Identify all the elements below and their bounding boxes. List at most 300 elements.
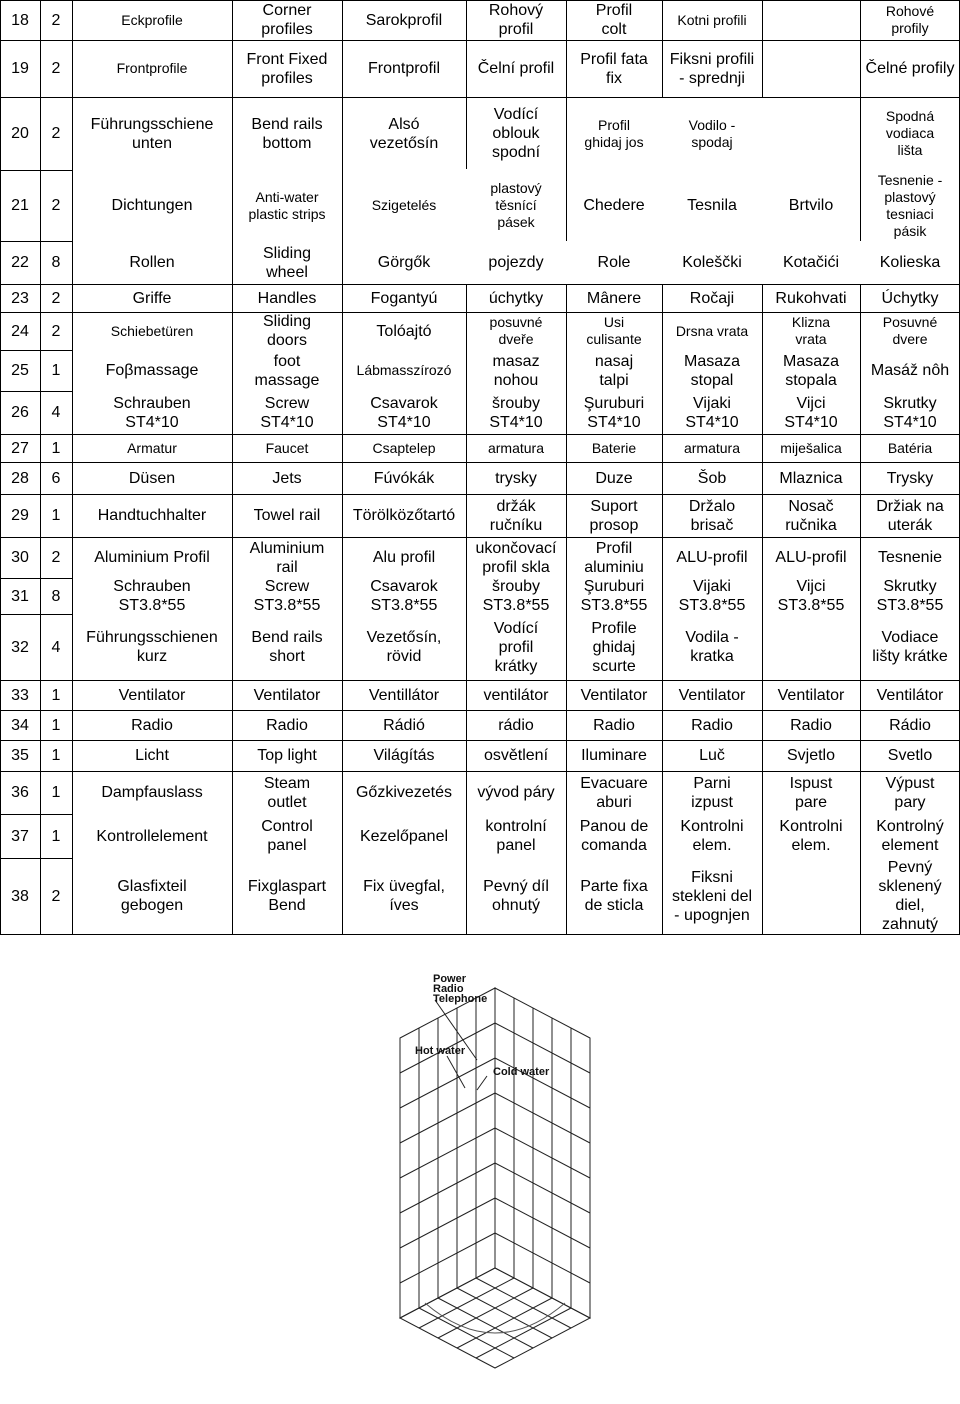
cell-row-no	[0, 710, 40, 740]
grid-line	[0, 391, 72, 392]
cell-german	[72, 771, 232, 814]
cell-text: Vijci ST3.8*55	[777, 578, 845, 614]
cell-text: Führungsschiene unten	[90, 115, 214, 152]
cell-german	[72, 814, 232, 858]
grid-line	[342, 0, 343, 97]
grid-line	[762, 0, 763, 97]
cell-slovak	[860, 391, 960, 434]
cell-hungarian	[342, 40, 466, 97]
cell-row-no	[0, 434, 40, 462]
cell-qty	[40, 680, 72, 710]
cell-text: Držalo brisač	[688, 497, 736, 534]
cell-slovak	[860, 614, 960, 680]
grid-line	[0, 614, 72, 615]
cell-text: Foβmassage	[105, 362, 199, 379]
cell-row-no	[0, 740, 40, 771]
grid-line	[342, 97, 343, 284]
cell-croatian	[762, 241, 860, 284]
cell-czech	[466, 578, 566, 614]
cell-row-no	[0, 40, 40, 97]
cell-text: Radio	[593, 716, 635, 734]
cell-text: 1	[51, 747, 61, 764]
cell-romanian	[566, 578, 662, 614]
cell-text: 1	[51, 362, 61, 379]
cell-qty	[40, 771, 72, 814]
cell-text: Duze	[595, 469, 633, 487]
cell-text: 38	[11, 887, 29, 905]
cell-text: Parni izpust	[691, 774, 733, 811]
cell-text: Görgők	[377, 254, 431, 271]
cell-hungarian	[342, 858, 466, 934]
cell-qty	[40, 858, 72, 934]
cell-croatian	[762, 284, 860, 312]
cell-english	[232, 0, 342, 40]
cell-text: ukončovací profil skla	[475, 539, 557, 576]
cell-german	[72, 858, 232, 934]
cell-text: Licht	[135, 747, 169, 764]
cell-hungarian	[342, 350, 466, 391]
grid-line	[762, 284, 763, 934]
cell-qty	[40, 710, 72, 740]
cell-croatian	[762, 462, 860, 494]
cell-text: 20	[11, 125, 29, 142]
cell-text: Ventilator	[253, 686, 321, 704]
cell-text: Alu profil	[372, 549, 436, 566]
cell-text: 23	[11, 289, 29, 307]
cell-text: Screw ST4*10	[260, 394, 314, 431]
cell-croatian	[762, 434, 860, 462]
cell-romanian	[566, 680, 662, 710]
cell-slovenian	[662, 391, 762, 434]
cell-text: Skrutky ST4*10	[883, 394, 937, 431]
cell-german	[72, 312, 232, 350]
cell-hungarian	[342, 97, 466, 170]
cell-text: Szigetelés	[371, 197, 437, 213]
cell-text: Ventilator	[777, 686, 845, 704]
grid-line	[0, 462, 960, 463]
cell-text: Armatur	[127, 439, 177, 456]
cell-hungarian	[342, 241, 466, 284]
grid-line	[566, 97, 567, 241]
cell-text: pojezdy	[488, 254, 544, 271]
cell-text: armatura	[683, 439, 741, 456]
cell-text: Schrauben ST3.8*55	[113, 578, 191, 614]
cell-text: Sliding doors	[262, 313, 312, 349]
cell-text: Vodila - kratka	[685, 629, 739, 665]
cell-slovak	[860, 740, 960, 771]
cell-text: 8	[51, 587, 61, 605]
grid-line	[0, 312, 960, 313]
cell-text: 1	[51, 784, 61, 801]
cell-text: Világítás	[373, 747, 435, 764]
cell-text: Handtuchhalter	[97, 507, 207, 524]
cell-qty	[40, 0, 72, 40]
grid-line	[0, 934, 960, 935]
cell-text: miješalica	[780, 439, 842, 456]
cell-text: Lábmasszírozó	[356, 362, 452, 378]
cell-text: vývod páry	[477, 784, 555, 801]
cell-text: 6	[51, 469, 61, 487]
cell-english	[232, 710, 342, 740]
cell-romanian	[566, 710, 662, 740]
grid-line	[72, 0, 73, 934]
cell-english	[232, 614, 342, 680]
cell-text: Chedere	[583, 197, 645, 214]
cell-english	[232, 771, 342, 814]
cell-text: 27	[11, 439, 29, 457]
cell-slovak	[860, 537, 960, 578]
cell-text: Ventillátor	[368, 686, 440, 704]
cell-slovak	[860, 97, 960, 170]
cell-english	[232, 858, 342, 934]
cell-text: Batéria	[887, 439, 933, 456]
cell-hungarian	[342, 614, 466, 680]
cell-slovak	[860, 40, 960, 97]
cell-text: Ventilator	[580, 686, 648, 704]
grid-line	[0, 537, 960, 538]
cell-slovenian	[662, 284, 762, 312]
cell-english	[232, 494, 342, 537]
cell-text: Csavarok ST4*10	[370, 394, 438, 431]
grid-line	[0, 170, 72, 171]
cell-text: trysky	[495, 469, 537, 487]
cell-text: Rollen	[129, 254, 175, 271]
cell-row-no	[0, 462, 40, 494]
cell-german	[72, 680, 232, 710]
cell-slovenian	[662, 97, 762, 170]
cell-slovak	[860, 858, 960, 934]
cell-croatian	[762, 0, 860, 40]
cell-romanian	[566, 241, 662, 284]
cell-german	[72, 0, 232, 40]
grid-line	[0, 578, 72, 579]
cell-text: Vodící oblouk spodní	[491, 106, 541, 161]
cell-text: Brtvilo	[788, 197, 834, 214]
cell-slovak	[860, 814, 960, 858]
cell-croatian	[762, 97, 860, 170]
cell-text: Tesnila	[687, 197, 737, 214]
cell-text: Kontrolni elem.	[680, 818, 744, 854]
cell-text: Aluminium Profil	[94, 549, 210, 566]
cell-text: 2	[51, 289, 61, 307]
cell-text: 2	[51, 60, 61, 77]
cell-qty	[40, 740, 72, 771]
cell-slovenian	[662, 0, 762, 40]
cell-text: 26	[11, 404, 29, 421]
cell-text: Baterie	[591, 439, 637, 456]
cell-qty	[40, 170, 72, 241]
cell-text: Vijci ST4*10	[784, 394, 838, 431]
cell-english	[232, 578, 342, 614]
cell-romanian	[566, 97, 662, 170]
cell-romanian	[566, 284, 662, 312]
cell-text: Rádio	[889, 716, 931, 734]
cell-qty	[40, 814, 72, 858]
cell-german	[72, 537, 232, 578]
cell-qty	[40, 284, 72, 312]
cell-hungarian	[342, 578, 466, 614]
cell-text: Masaza stopal	[683, 352, 741, 389]
cell-text: 2	[51, 322, 61, 340]
cell-text: 35	[11, 747, 29, 764]
cell-slovenian	[662, 462, 762, 494]
cell-row-no	[0, 537, 40, 578]
cell-czech	[466, 858, 566, 934]
cell-row-no	[0, 241, 40, 284]
cell-text: Radio	[790, 716, 832, 734]
cell-qty	[40, 350, 72, 391]
cell-qty	[40, 40, 72, 97]
cell-slovenian	[662, 170, 762, 241]
cell-hungarian	[342, 537, 466, 578]
cell-slovenian	[662, 241, 762, 284]
cell-slovak	[860, 350, 960, 391]
cell-slovenian	[662, 680, 762, 710]
cell-text: Fixglaspart Bend	[247, 878, 327, 914]
cell-qty	[40, 494, 72, 537]
cell-czech	[466, 97, 566, 170]
cell-german	[72, 391, 232, 434]
cell-text: Fiksni stekleni del - upognjen	[671, 868, 753, 924]
cell-text: masaz nohou	[492, 352, 540, 389]
cell-hungarian	[342, 170, 466, 241]
cell-text: Schiebetüren	[110, 322, 194, 339]
cell-text: Role	[597, 254, 631, 271]
cell-german	[72, 710, 232, 740]
grid-line	[860, 97, 861, 241]
grid-line	[0, 858, 72, 859]
cell-text: 1	[51, 716, 61, 734]
cell-row-no	[0, 350, 40, 391]
grid-line	[0, 710, 960, 711]
cell-text: držák ručníku	[489, 497, 543, 534]
cell-text: Svjetlo	[786, 747, 836, 764]
cell-row-no	[0, 614, 40, 680]
cell-slovak	[860, 578, 960, 614]
cell-hungarian	[342, 680, 466, 710]
grid-line	[232, 284, 233, 934]
cell-text: Faucet	[265, 439, 309, 456]
cell-text: 30	[11, 549, 29, 566]
cell-text: 4	[51, 638, 61, 656]
cell-hungarian	[342, 814, 466, 858]
cell-croatian	[762, 40, 860, 97]
cell-text: Klizna vrata	[791, 314, 831, 347]
cell-text: Kolieska	[879, 254, 941, 271]
cell-hungarian	[342, 391, 466, 434]
cell-text: 21	[11, 197, 29, 214]
cell-english	[232, 312, 342, 350]
cell-text: 36	[11, 784, 29, 801]
grid-line	[232, 0, 233, 97]
cell-czech	[466, 814, 566, 858]
cell-text: Profil ghidaj jos	[584, 116, 644, 150]
cell-text: Radio	[691, 716, 733, 734]
cell-german	[72, 350, 232, 391]
cell-text: Aluminium rail	[249, 539, 325, 576]
cell-text: Vodící profil krátky	[493, 619, 539, 675]
cell-text: Sliding wheel	[262, 244, 312, 281]
cell-slovak	[860, 462, 960, 494]
cell-text: Fogantyú	[370, 289, 438, 307]
cell-croatian	[762, 710, 860, 740]
cell-croatian	[762, 858, 860, 934]
cell-slovak	[860, 284, 960, 312]
cell-text: šrouby ST4*10	[489, 394, 543, 431]
cell-slovak	[860, 434, 960, 462]
cell-text: Ventilátor	[876, 686, 944, 704]
cell-row-no	[0, 0, 40, 40]
cell-czech	[466, 312, 566, 350]
cell-german	[72, 284, 232, 312]
cell-text: Luč	[699, 747, 725, 764]
cell-row-no	[0, 170, 40, 241]
hot-water-label: Hot water	[415, 1045, 466, 1057]
cell-romanian	[566, 740, 662, 771]
cell-row-no	[0, 391, 40, 434]
cell-text: Radio	[266, 716, 308, 734]
cell-text: kontrolní panel	[485, 818, 547, 854]
cell-text: Bend rails bottom	[251, 115, 323, 152]
cell-text: Nosač ručnika	[785, 497, 837, 534]
cell-text: Anti-water plastic strips	[248, 188, 326, 222]
cell-text: Griffe	[132, 289, 172, 307]
grid-line	[40, 0, 41, 934]
cell-slovenian	[662, 771, 762, 814]
cell-text: Vodilo - spodaj	[688, 116, 736, 150]
cell-row-no	[0, 680, 40, 710]
cell-german	[72, 434, 232, 462]
cell-english	[232, 284, 342, 312]
grid-line	[466, 284, 467, 934]
cell-english	[232, 462, 342, 494]
cell-croatian	[762, 170, 860, 241]
cell-text: Frontprofil	[367, 60, 441, 77]
cell-qty	[40, 614, 72, 680]
cell-croatian	[762, 680, 860, 710]
cell-text: Tesnenie	[877, 549, 943, 566]
grid-line	[566, 0, 567, 97]
cell-text: Masaza stopala	[782, 352, 840, 389]
cell-text: Steam outlet	[263, 774, 311, 811]
telephone-label: Telephone	[433, 993, 488, 1005]
cell-slovenian	[662, 614, 762, 680]
cell-hungarian	[342, 0, 466, 40]
cell-text: šrouby ST3.8*55	[482, 578, 550, 614]
cell-croatian	[762, 350, 860, 391]
cell-text: 2	[51, 549, 61, 566]
cell-text: Jets	[272, 469, 302, 487]
cell-romanian	[566, 614, 662, 680]
cell-text: 18	[11, 11, 29, 29]
grid-line	[566, 284, 567, 934]
cell-text: ventilátor	[483, 686, 549, 704]
cell-text: Parte fixa de sticla	[580, 878, 648, 914]
cell-text: Trysky	[886, 469, 934, 487]
cell-text: Rádió	[383, 716, 425, 734]
cell-qty	[40, 578, 72, 614]
cell-text: Schrauben ST4*10	[113, 394, 191, 431]
cell-text: Evacuare aburi	[580, 774, 648, 811]
cell-croatian	[762, 740, 860, 771]
cell-text: Vijaki ST4*10	[685, 394, 739, 431]
cell-text: Sarokprofil	[365, 11, 443, 29]
cell-romanian	[566, 814, 662, 858]
cell-text: Svetlo	[887, 747, 933, 764]
cell-text: 2	[51, 197, 61, 214]
cell-german	[72, 241, 232, 284]
cell-text: Bend rails short	[251, 629, 323, 665]
cell-czech	[466, 0, 566, 40]
cell-text: Top light	[257, 747, 317, 764]
cell-text: Pevný sklenený diel, zahnutý	[878, 859, 942, 933]
cell-text: Vodiace lišty krátke	[872, 629, 948, 665]
cell-text: 8	[51, 254, 61, 271]
cell-croatian	[762, 537, 860, 578]
cell-text: Výpust pary	[885, 774, 935, 811]
cell-english	[232, 680, 342, 710]
cell-text: Usi culisante	[586, 314, 642, 347]
cell-czech	[466, 771, 566, 814]
cell-czech	[466, 350, 566, 391]
cell-croatian	[762, 771, 860, 814]
cell-slovenian	[662, 434, 762, 462]
cell-text: Suport prosop	[589, 497, 639, 534]
cell-text: Pevný díl ohnutý	[483, 878, 549, 914]
cell-row-no	[0, 97, 40, 170]
radio-label: Radio	[433, 983, 464, 995]
grid-line	[0, 97, 960, 98]
cell-hungarian	[342, 771, 466, 814]
cell-romanian	[566, 170, 662, 241]
cell-czech	[466, 494, 566, 537]
cell-german	[72, 740, 232, 771]
cell-hungarian	[342, 494, 466, 537]
cell-text: Ventilator	[678, 686, 746, 704]
cell-czech	[466, 241, 566, 284]
cell-text: Držiak na uterák	[876, 497, 944, 534]
cell-text: Fix üvegfal, íves	[363, 878, 445, 914]
cell-romanian	[566, 0, 662, 40]
cell-text: Alsó vezetősín	[369, 115, 439, 152]
cell-romanian	[566, 434, 662, 462]
cell-text: Profil colt	[595, 2, 633, 38]
cell-text: Kotni profili	[677, 11, 747, 28]
cell-text: Fiksni profili - sprednji	[669, 50, 755, 87]
cold-water-label: Cold water	[493, 1066, 550, 1078]
cell-text: Šob	[697, 469, 727, 487]
cell-hungarian	[342, 434, 466, 462]
cell-row-no	[0, 771, 40, 814]
cell-english	[232, 740, 342, 771]
cell-text: 29	[11, 507, 29, 524]
cell-romanian	[566, 312, 662, 350]
grid-line	[662, 0, 663, 97]
cell-english	[232, 537, 342, 578]
cell-slovak	[860, 241, 960, 284]
cell-english	[232, 241, 342, 284]
cell-text: Handles	[257, 289, 317, 307]
cell-text: Vijaki ST3.8*55	[678, 578, 746, 614]
cell-slovenian	[662, 578, 762, 614]
cell-czech	[466, 537, 566, 578]
cell-english	[232, 97, 342, 170]
cell-text: Rukohvati	[775, 289, 847, 307]
grid-line	[0, 814, 72, 815]
cell-text: Front Fixed profiles	[246, 50, 328, 87]
cell-text: Kotačići	[782, 254, 840, 271]
cell-text: 19	[11, 60, 29, 77]
